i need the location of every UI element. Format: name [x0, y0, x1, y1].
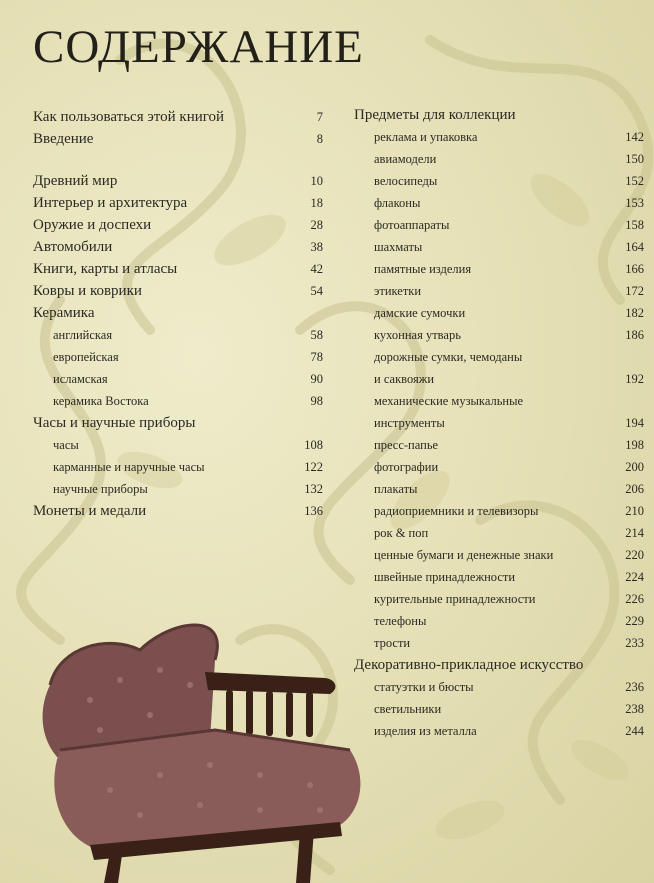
- toc-entry-title: швейные принадлежности: [374, 570, 516, 584]
- toc-entry: [354, 522, 644, 544]
- toc-page-number: 238: [625, 702, 644, 716]
- toc-entry-title: изделия из металла: [374, 724, 477, 738]
- toc-entry: [354, 632, 644, 654]
- toc-entry: [354, 126, 644, 148]
- toc-entry-title: Монеты и медали: [33, 503, 147, 519]
- toc-page-number: 233: [625, 636, 644, 650]
- toc-entry-title: авиамодели: [374, 152, 437, 166]
- toc-entry-title: реклама и упаковка: [374, 130, 478, 144]
- toc-entry-title: часы: [53, 438, 79, 452]
- toc-left-column: [33, 106, 323, 522]
- toc-entry: [33, 434, 323, 456]
- toc-entry: [354, 170, 644, 192]
- toc-entry: [354, 610, 644, 632]
- toc-entry: [354, 698, 644, 720]
- toc-page-number: 122: [304, 460, 323, 474]
- toc-entry-title: дорожные сумки, чемоданы: [374, 350, 523, 364]
- toc-entry: [354, 456, 644, 478]
- toc-entry-title: Декоративно-прикладное искусство: [354, 657, 584, 673]
- toc-entry-title: Часы и научные приборы: [33, 415, 196, 431]
- toc-entry: [354, 104, 644, 126]
- toc-page-number: 164: [625, 240, 644, 254]
- toc-page-number: 98: [310, 394, 323, 408]
- toc-entry: [354, 258, 644, 280]
- toc-entry-title: плакаты: [374, 482, 418, 496]
- toc-page-number: 172: [625, 284, 644, 298]
- toc-entry: [354, 720, 644, 742]
- toc-page-number: 210: [625, 504, 644, 518]
- toc-page-number: 214: [625, 526, 644, 540]
- toc-entry-title: пресс-папье: [374, 438, 439, 452]
- toc-entry: [354, 324, 644, 346]
- toc-page-number: 200: [625, 460, 644, 474]
- toc-page-number: 166: [625, 262, 644, 276]
- toc-entry: [33, 236, 323, 258]
- toc-page-number: 224: [625, 570, 644, 584]
- toc-entry: [354, 302, 644, 324]
- toc-entry: [33, 170, 323, 192]
- toc-page-number: 38: [310, 240, 323, 254]
- toc-page-number: 182: [625, 306, 644, 320]
- toc-entry: [354, 500, 644, 522]
- toc-entry: [33, 192, 323, 214]
- toc-page-number: 229: [625, 614, 644, 628]
- toc-entry-title: рок & поп: [374, 526, 429, 540]
- toc-entry-title: Предметы для коллекции: [354, 107, 516, 123]
- toc-entry: [33, 280, 323, 302]
- toc-right-column: [354, 104, 644, 742]
- toc-page-number: 194: [625, 416, 644, 430]
- toc-page-number: 142: [625, 130, 644, 144]
- toc-entry: [33, 258, 323, 280]
- toc-entry-title: исламская: [53, 372, 108, 386]
- toc-entry: [354, 676, 644, 698]
- toc-entry: [33, 412, 323, 434]
- toc-page-number: 132: [304, 482, 323, 496]
- toc-entry-title: велосипеды: [374, 174, 438, 188]
- toc-page-number: 152: [625, 174, 644, 188]
- toc-entry: [354, 588, 644, 610]
- toc-entry: [33, 368, 323, 390]
- toc-entry-title: Введение: [33, 131, 94, 147]
- toc-entry: [33, 500, 323, 522]
- toc-entry: [354, 412, 644, 434]
- toc-page-number: 78: [310, 350, 323, 364]
- toc-page-number: 236: [625, 680, 644, 694]
- toc-entry: [354, 192, 644, 214]
- toc-entry-title: фотоаппараты: [374, 218, 450, 232]
- toc-entry-title: шахматы: [374, 240, 423, 254]
- toc-entry: [354, 566, 644, 588]
- toc-entry-title: Интерьер и архитектура: [33, 195, 188, 211]
- toc-entry: [354, 390, 644, 412]
- toc-entry-title: флаконы: [374, 196, 421, 210]
- toc-entry-title: Автомобили: [33, 239, 113, 255]
- toc-entry-title: статуэтки и бюсты: [374, 680, 474, 694]
- toc-entry-title: ценные бумаги и денежные знаки: [374, 548, 554, 562]
- toc-page-number: 136: [304, 504, 323, 518]
- toc-entry: [354, 346, 644, 368]
- toc-page-number: 206: [625, 482, 644, 496]
- toc-page-number: 18: [310, 196, 323, 210]
- toc-page-number: 153: [625, 196, 644, 210]
- toc-entry-title: курительные принадлежности: [374, 592, 536, 606]
- toc-entry-title: Книги, карты и атласы: [33, 261, 178, 277]
- toc-entry: [354, 148, 644, 170]
- toc-page-number: 244: [625, 724, 644, 738]
- toc-entry-title: дамские сумочки: [374, 306, 466, 320]
- toc-entry-title: светильники: [374, 702, 442, 716]
- toc-page-number: 58: [310, 328, 323, 342]
- toc-page-number: 108: [304, 438, 323, 452]
- toc-entry: [33, 456, 323, 478]
- toc-entry: [33, 324, 323, 346]
- toc-entry-title: механические музыкальные: [374, 394, 524, 408]
- toc-entry-title: инструменты: [374, 416, 445, 430]
- chaise-longue-illustration: [30, 590, 380, 883]
- toc-entry-title: памятные изделия: [374, 262, 472, 276]
- toc-entry: [354, 236, 644, 258]
- toc-entry-title: английская: [53, 328, 113, 342]
- toc-entry-title: керамика Востока: [53, 394, 149, 408]
- toc-entry: [354, 654, 644, 676]
- toc-entry-title: Оружие и доспехи: [33, 217, 152, 233]
- toc-entry: [354, 214, 644, 236]
- toc-entry: [33, 128, 323, 150]
- toc-entry: [33, 346, 323, 368]
- toc-entry: [33, 106, 323, 128]
- page-title: СОДЕРЖАНИЕ: [33, 21, 364, 73]
- toc-page-number: 42: [310, 262, 323, 276]
- toc-entry-title: Керамика: [33, 305, 95, 321]
- toc-entry-title: Древний мир: [33, 173, 118, 189]
- toc-entry-title: научные приборы: [53, 482, 148, 496]
- toc-entry-title: Как пользоваться этой книгой: [33, 109, 225, 125]
- toc-page-number: 90: [310, 372, 323, 386]
- toc-entry-title: фотографии: [374, 460, 439, 474]
- toc-entry: [33, 214, 323, 236]
- toc-entry: [354, 544, 644, 566]
- toc-page-number: 54: [310, 284, 323, 298]
- toc-entry-title: кухонная утварь: [374, 328, 461, 342]
- toc-entry: [354, 478, 644, 500]
- toc-entry-title: телефоны: [374, 614, 427, 628]
- toc-page-number: 198: [625, 438, 644, 452]
- toc-entry-title: европейская: [53, 350, 119, 364]
- toc-entry: [33, 302, 323, 324]
- toc-page-number: 7: [316, 110, 323, 124]
- toc-entry-title: радиоприемники и телевизоры: [374, 504, 539, 518]
- toc-entry-title: трости: [374, 636, 411, 650]
- toc-entry-title: карманные и наручные часы: [53, 460, 205, 474]
- toc-page-number: 220: [625, 548, 644, 562]
- toc-entry-title: этикетки: [374, 284, 422, 298]
- toc-entry: [354, 434, 644, 456]
- toc-entry-title: и саквояжи: [374, 372, 435, 386]
- toc-page-number: 158: [625, 218, 644, 232]
- toc-page-number: 28: [310, 218, 323, 232]
- toc-page-number: 150: [625, 152, 644, 166]
- toc-page-number: 192: [625, 372, 644, 386]
- toc-entry-title: Ковры и коврики: [33, 283, 142, 299]
- toc-entry: [354, 280, 644, 302]
- toc-page-number: 10: [310, 174, 323, 188]
- toc-page-number: 186: [625, 328, 644, 342]
- toc-entry: [354, 368, 644, 390]
- toc-entry: [33, 478, 323, 500]
- toc-entry: [33, 390, 323, 412]
- toc-page-number: 226: [625, 592, 644, 606]
- toc-page-number: 8: [316, 132, 323, 146]
